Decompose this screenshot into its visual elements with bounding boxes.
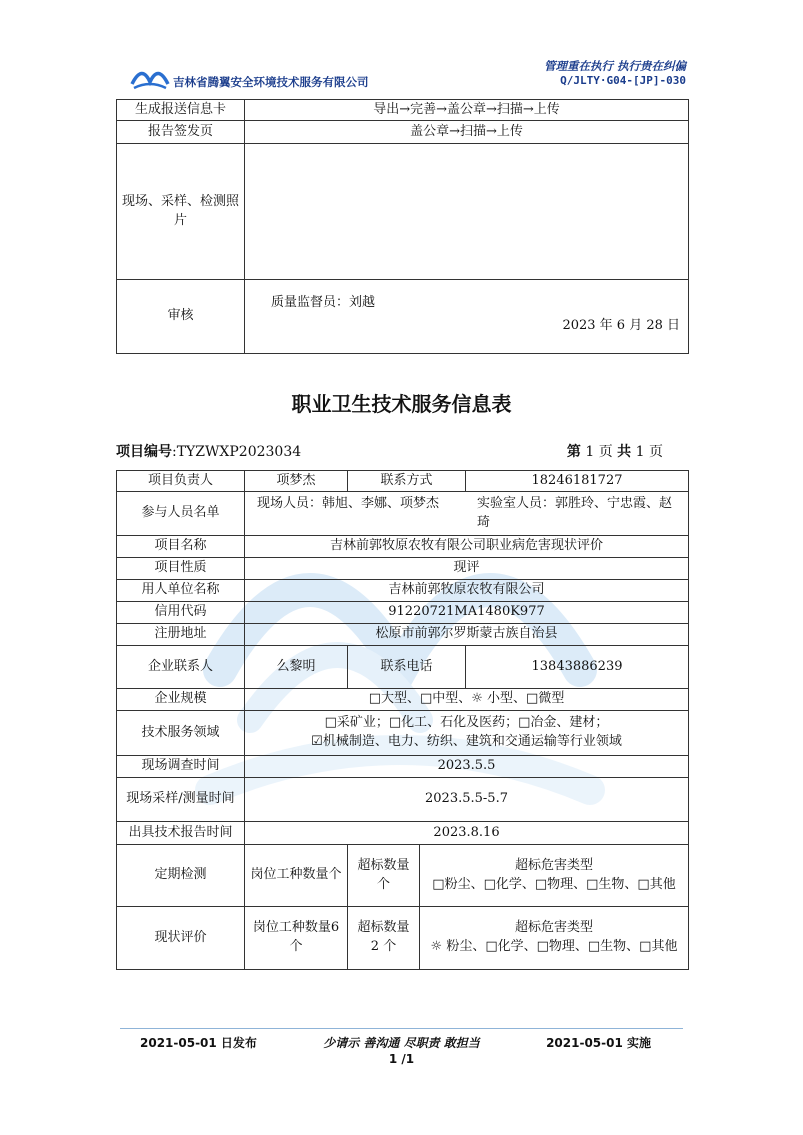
service-field-line1: □采矿业；□化工、石化及医药；□冶金、建材；: [324, 715, 609, 731]
footer-divider: [120, 1028, 683, 1029]
footer-motto: 少请示 善沟通 尽职责 敢担当: [323, 1036, 480, 1050]
table-row: [117, 536, 689, 558]
survey-time-label: 现场调查时间: [117, 756, 245, 778]
page-label: 第: [566, 444, 581, 460]
total-label: 共: [617, 444, 632, 460]
project-number-value: :TYZWXP2023034: [172, 444, 302, 460]
table-row: [117, 689, 689, 711]
employer-value: 吉林前郭牧原农牧有限公司: [245, 580, 689, 602]
enterprise-contact-value: 么黎明: [245, 646, 348, 689]
enterprise-contact-label: 企业联系人: [117, 646, 245, 689]
page-header: [0, 0, 803, 100]
current-evaluation-label: 现状评价: [117, 907, 245, 970]
project-number: [116, 441, 301, 461]
field-staff: 现场人员：韩旭、李娜、项梦杰: [257, 495, 440, 511]
scale-value: □大型、□中型、☼ 小型、□微型: [245, 689, 689, 711]
row-label: 现场、采样、检测照片: [117, 144, 245, 280]
photo-area: [245, 144, 689, 280]
service-field-value: [245, 711, 689, 756]
scale-label: 企业规模: [117, 689, 245, 711]
row-label: 报告签发页: [117, 121, 245, 144]
project-nature-value: 现评: [245, 558, 689, 580]
periodic-posts: 岗位工种数量个: [245, 845, 348, 907]
table-row: [117, 471, 689, 492]
periodic-hazard-title: 超标危害类型: [515, 857, 594, 873]
implement-date: 2021-05-01 实施: [546, 1036, 651, 1050]
publish-date: 2021-05-01 日发布: [140, 1036, 257, 1050]
address-value: 松原市前郭尔罗斯蒙古族自治县: [245, 624, 689, 646]
contact-label: 联系方式: [348, 471, 466, 492]
table-row: [117, 100, 689, 121]
row-value: 导出→完善→盖公章→扫描→上传: [245, 100, 689, 121]
phone-value: 13843886239: [466, 646, 689, 689]
credit-code-label: 信用代码: [117, 602, 245, 624]
row-label: 生成报送信息卡: [117, 100, 245, 121]
review-label: 审核: [117, 280, 245, 354]
footer-page-number: 1 /1: [388, 1052, 415, 1066]
table-row: [117, 756, 689, 778]
page-title: 职业卫生技术服务信息表: [291, 392, 512, 416]
sampling-time-value: 2023.5.5-5.7: [245, 778, 689, 822]
service-field-line2: ☑机械制造、电力、纺织、建筑和交通运输等行业领域: [311, 734, 622, 749]
contact-value: 18246181727: [466, 471, 689, 492]
credit-code-value: 91220721MA1480K977: [245, 602, 689, 624]
table-row: [117, 558, 689, 580]
periodic-hazard: [420, 845, 689, 907]
members-label: 参与人员名单: [117, 492, 245, 536]
periodic-exceed: 超标数量个: [348, 845, 420, 907]
table-row: [117, 778, 689, 822]
table-row: [117, 624, 689, 646]
project-name-label: 项目名称: [117, 536, 245, 558]
table-row: [117, 121, 689, 144]
current-hazard: [420, 907, 689, 970]
header-slogan: 管理重在执行 执行贵在纠偏: [543, 59, 686, 73]
table-row: [117, 602, 689, 624]
report-time-value: 2023.8.16: [245, 822, 689, 845]
company-logo-icon: [130, 60, 170, 90]
review-cell: [245, 280, 689, 354]
table-row: [117, 580, 689, 602]
page-unit: 页: [598, 444, 618, 460]
review-date: 2023 年 6 月 28 日: [562, 317, 680, 333]
page-total: 1: [635, 444, 645, 460]
sampling-time-label: 现场采样/测量时间: [117, 778, 245, 822]
page-current: 1: [585, 444, 595, 460]
row-value: 盖公章→扫描→上传: [245, 121, 689, 144]
project-nature-label: 项目性质: [117, 558, 245, 580]
members-value: [245, 492, 689, 536]
current-hazard-options: ☼ 粉尘、□化学、□物理、□生物、□其他: [430, 939, 678, 954]
process-table: [116, 99, 689, 354]
table-row: [117, 144, 689, 280]
table-row: [117, 822, 689, 845]
company-name: 吉林省腾翼安全环境技术服务有限公司: [173, 75, 369, 89]
current-hazard-title: 超标危害类型: [515, 920, 594, 936]
report-time-label: 出具技术报告时间: [117, 822, 245, 845]
current-posts: 岗位工种数量6 个: [245, 907, 348, 970]
page-unit-end: 页: [649, 444, 663, 460]
table-row: [117, 492, 689, 536]
employer-label: 用人单位名称: [117, 580, 245, 602]
periodic-detection-label: 定期检测: [117, 845, 245, 907]
service-info-table: [116, 470, 689, 970]
leader-value: 项梦杰: [245, 471, 348, 492]
supervisor: 质量监督员：刘越: [271, 295, 376, 310]
document-code: Q/JLTY·G04-[JP]-030: [560, 74, 686, 87]
project-name-value: 吉林前郭牧原农牧有限公司职业病危害现状评价: [245, 536, 689, 558]
periodic-hazard-options: □粉尘、□化学、□物理、□生物、□其他: [432, 876, 676, 892]
phone-label: 联系电话: [348, 646, 466, 689]
table-row: [117, 845, 689, 907]
leader-label: 项目负责人: [117, 471, 245, 492]
address-label: 注册地址: [117, 624, 245, 646]
page-info: [567, 441, 663, 461]
lab-staff: 实验室人员：郭胜玲、宁忠霞、赵琦: [477, 495, 673, 530]
table-row: [117, 907, 689, 970]
table-row: [117, 646, 689, 689]
current-exceed: 超标数量 2 个: [348, 907, 420, 970]
service-field-label: 技术服务领域: [117, 711, 245, 756]
table-row: [117, 711, 689, 756]
survey-time-value: 2023.5.5: [245, 756, 689, 778]
project-number-label: 项目编号: [116, 444, 172, 460]
review-row: [117, 280, 689, 354]
